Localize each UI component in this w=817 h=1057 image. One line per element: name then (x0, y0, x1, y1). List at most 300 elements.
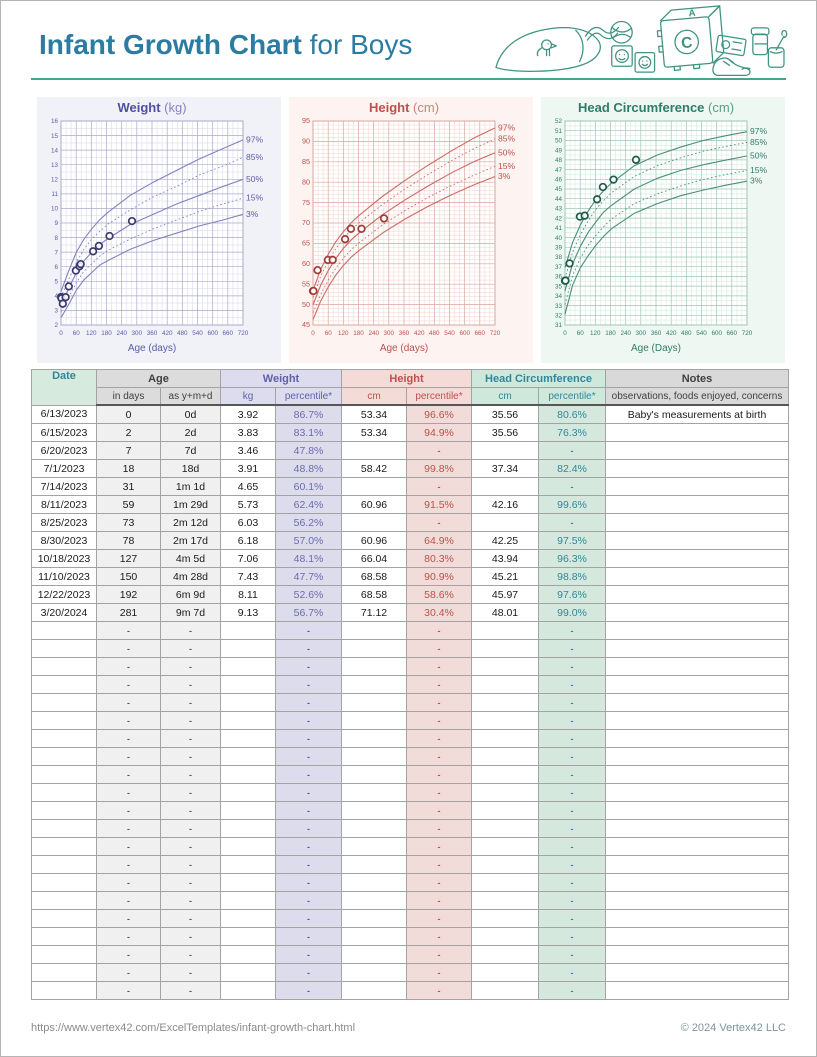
cell-date (32, 694, 97, 712)
cell-cm (342, 946, 407, 964)
cell-kg: 3.83 (221, 424, 276, 442)
cell-kg (221, 712, 276, 730)
svg-text:660: 660 (222, 330, 234, 337)
cell-note (606, 424, 789, 442)
empty-row (32, 658, 789, 676)
cell-cm: 60.96 (342, 532, 407, 550)
page-footer (31, 1000, 786, 1034)
cell-hc (472, 856, 539, 874)
svg-text:0: 0 (563, 330, 567, 337)
empty-row (32, 676, 789, 694)
svg-text:Age (days): Age (days) (127, 343, 177, 354)
cell-hc_pct: - (539, 730, 606, 748)
cell-cm_pct: - (407, 748, 472, 766)
cell-date: 7/1/2023 (32, 460, 97, 478)
page-title (39, 29, 412, 61)
cell-cm_pct: 30.4% (407, 604, 472, 622)
svg-text:80: 80 (302, 177, 310, 187)
svg-text:15%: 15% (750, 165, 768, 175)
cell-hc (472, 478, 539, 496)
cell-note (606, 658, 789, 676)
head-circumference-chart (541, 97, 785, 363)
cell-note (606, 514, 789, 532)
cell-days: - (97, 622, 161, 640)
cell-hc (472, 712, 539, 730)
cell-hc_pct: 82.4% (539, 460, 606, 478)
cell-note (606, 532, 789, 550)
measurement-row (32, 514, 789, 532)
weight-chart-svg (37, 97, 281, 363)
cell-date: 8/30/2023 (32, 532, 97, 550)
col-subheader-height-percentile: percentile* (407, 388, 472, 406)
cell-kg_pct: 86.7% (276, 405, 342, 424)
svg-text:180: 180 (353, 330, 364, 337)
cell-hc_pct: - (539, 658, 606, 676)
cell-cm_pct: - (407, 820, 472, 838)
cell-cm_pct: - (407, 766, 472, 784)
cell-days: - (97, 784, 161, 802)
page-header (1, 1, 816, 78)
svg-text:45: 45 (554, 186, 562, 194)
cell-ymd: - (161, 658, 221, 676)
svg-text:Age (days): Age (days) (379, 343, 429, 354)
cell-hc_pct: - (539, 712, 606, 730)
svg-text:Weight (kg): Weight (kg) (117, 100, 187, 115)
cell-kg (221, 766, 276, 784)
svg-text:A: A (688, 7, 696, 20)
svg-text:Head Circumference (cm): Head Circumference (cm) (577, 100, 735, 115)
cell-kg: 3.92 (221, 405, 276, 424)
svg-text:180: 180 (605, 330, 616, 337)
empty-row (32, 622, 789, 640)
col-header-head-circumference: Head Circumference (472, 370, 606, 388)
cell-kg (221, 982, 276, 1000)
cell-date (32, 874, 97, 892)
cell-kg: 8.11 (221, 586, 276, 604)
measurement-row (32, 478, 789, 496)
cell-cm_pct: - (407, 658, 472, 676)
cell-cm_pct: - (407, 712, 472, 730)
cell-kg_pct: - (276, 838, 342, 856)
cell-days: - (97, 694, 161, 712)
svg-text:39: 39 (554, 244, 562, 252)
cell-kg (221, 730, 276, 748)
svg-text:34: 34 (554, 293, 562, 301)
cell-kg (221, 856, 276, 874)
cell-hc_pct: 80.6% (539, 405, 606, 424)
cell-hc: 35.56 (472, 424, 539, 442)
cell-ymd: 18d (161, 460, 221, 478)
svg-text:97%: 97% (498, 122, 516, 133)
cell-days: 127 (97, 550, 161, 568)
svg-text:300: 300 (131, 330, 143, 337)
measurement-row (32, 496, 789, 514)
cell-hc_pct: - (539, 928, 606, 946)
cell-kg_pct: 47.8% (276, 442, 342, 460)
cell-cm_pct: - (407, 478, 472, 496)
empty-row (32, 874, 789, 892)
cell-cm_pct: 58.6% (407, 586, 472, 604)
cell-hc: 48.01 (472, 604, 539, 622)
col-header-age: Age (97, 370, 221, 388)
cell-cm_pct: - (407, 802, 472, 820)
cell-note (606, 676, 789, 694)
cell-date (32, 766, 97, 784)
cell-cm (342, 892, 407, 910)
cell-ymd: - (161, 982, 221, 1000)
cell-kg (221, 622, 276, 640)
svg-text:9: 9 (54, 220, 58, 228)
svg-text:720: 720 (489, 330, 501, 337)
cell-cm_pct: - (407, 928, 472, 946)
cell-kg (221, 874, 276, 892)
cell-cm (342, 622, 407, 640)
cell-hc (472, 640, 539, 658)
cell-days: 2 (97, 424, 161, 442)
cell-kg (221, 748, 276, 766)
measurement-row (32, 424, 789, 442)
svg-text:97%: 97% (750, 126, 768, 137)
svg-text:47: 47 (554, 166, 562, 174)
svg-text:8: 8 (54, 234, 58, 242)
cell-days: - (97, 874, 161, 892)
cell-cm_pct: - (407, 838, 472, 856)
svg-text:12: 12 (50, 176, 58, 184)
cell-ymd: 1m 29d (161, 496, 221, 514)
cell-days: - (97, 730, 161, 748)
svg-text:240: 240 (116, 330, 127, 337)
cell-hc (472, 694, 539, 712)
cell-hc (472, 442, 539, 460)
cell-hc (472, 946, 539, 964)
cell-hc (472, 730, 539, 748)
cell-hc (472, 874, 539, 892)
svg-text:480: 480 (681, 330, 692, 337)
svg-text:85: 85 (302, 157, 310, 166)
cell-hc: 42.25 (472, 532, 539, 550)
cell-ymd: 6m 9d (161, 586, 221, 604)
cell-cm: 68.58 (342, 568, 407, 586)
col-subheader-head-percentile: percentile* (539, 388, 606, 406)
cell-cm (342, 478, 407, 496)
svg-text:7: 7 (54, 249, 58, 257)
cell-cm_pct: 64.9% (407, 532, 472, 550)
cell-hc: 37.34 (472, 460, 539, 478)
svg-text:50%: 50% (750, 150, 768, 161)
cell-note (606, 802, 789, 820)
cell-cm_pct: - (407, 964, 472, 982)
cell-date: 6/20/2023 (32, 442, 97, 460)
cell-kg: 5.73 (221, 496, 276, 514)
cell-days: 18 (97, 460, 161, 478)
cell-days: 192 (97, 586, 161, 604)
cell-hc (472, 784, 539, 802)
svg-text:540: 540 (192, 330, 203, 337)
cell-kg_pct: 56.2% (276, 514, 342, 532)
cell-cm_pct: 91.5% (407, 496, 472, 514)
cell-hc: 42.16 (472, 496, 539, 514)
cell-hc_pct: - (539, 478, 606, 496)
cell-cm_pct: - (407, 442, 472, 460)
svg-text:Age (Days): Age (Days) (630, 343, 682, 354)
svg-text:95: 95 (302, 116, 310, 126)
head-circumference-chart-svg (541, 97, 785, 363)
cell-kg_pct: 83.1% (276, 424, 342, 442)
cell-kg (221, 784, 276, 802)
svg-text:52: 52 (554, 118, 562, 126)
cell-cm (342, 730, 407, 748)
cell-date (32, 820, 97, 838)
cell-hc_pct: 76.3% (539, 424, 606, 442)
svg-text:420: 420 (161, 330, 173, 337)
svg-text:65: 65 (302, 238, 310, 248)
svg-text:420: 420 (413, 330, 425, 337)
measurement-row (32, 405, 789, 424)
cell-cm (342, 820, 407, 838)
cell-kg_pct: - (276, 658, 342, 676)
cell-days: - (97, 676, 161, 694)
cell-hc_pct: - (539, 820, 606, 838)
cell-hc_pct: - (539, 748, 606, 766)
cell-kg_pct: 62.4% (276, 496, 342, 514)
cell-cm (342, 712, 407, 730)
cell-hc_pct: 97.5% (539, 532, 606, 550)
cell-days: - (97, 910, 161, 928)
svg-text:60: 60 (324, 330, 332, 337)
svg-text:540: 540 (696, 330, 707, 337)
svg-text:720: 720 (741, 330, 753, 337)
cell-kg (221, 964, 276, 982)
cell-kg_pct: - (276, 802, 342, 820)
cell-cm: 53.34 (342, 424, 407, 442)
svg-text:360: 360 (398, 330, 410, 337)
col-subheader-age-days: in days (97, 388, 161, 406)
svg-text:3%: 3% (498, 171, 511, 181)
cell-kg (221, 802, 276, 820)
empty-row (32, 856, 789, 874)
measurement-row (32, 460, 789, 478)
svg-text:50: 50 (554, 137, 562, 145)
col-subheader-weight-percentile: percentile* (276, 388, 342, 406)
cell-cm: 68.58 (342, 586, 407, 604)
cell-kg_pct: - (276, 748, 342, 766)
cell-days: - (97, 802, 161, 820)
cell-days: - (97, 748, 161, 766)
cell-note (606, 730, 789, 748)
cell-ymd: - (161, 712, 221, 730)
cell-kg: 7.06 (221, 550, 276, 568)
cell-cm_pct: - (407, 676, 472, 694)
cell-hc (472, 622, 539, 640)
svg-text:600: 600 (459, 330, 470, 337)
svg-text:15: 15 (50, 132, 58, 140)
svg-text:70: 70 (302, 218, 310, 228)
measurement-row (32, 550, 789, 568)
empty-row (32, 838, 789, 856)
svg-text:15%: 15% (498, 160, 516, 171)
svg-text:720: 720 (237, 330, 249, 337)
cell-ymd: - (161, 676, 221, 694)
cell-kg_pct: - (276, 856, 342, 874)
svg-text:43: 43 (554, 205, 562, 213)
cell-cm_pct: 96.6% (407, 405, 472, 424)
svg-text:13: 13 (50, 161, 58, 169)
cell-days: 150 (97, 568, 161, 586)
cell-hc_pct: - (539, 874, 606, 892)
cell-cm_pct: - (407, 784, 472, 802)
cell-kg (221, 820, 276, 838)
cell-date: 8/25/2023 (32, 514, 97, 532)
cell-date (32, 676, 97, 694)
svg-text:32: 32 (554, 312, 562, 320)
empty-row (32, 712, 789, 730)
cell-hc (472, 802, 539, 820)
cell-hc: 45.97 (472, 586, 539, 604)
cell-note (606, 856, 789, 874)
cell-note (606, 784, 789, 802)
cell-note (606, 982, 789, 1000)
measurement-row (32, 586, 789, 604)
cell-ymd: - (161, 910, 221, 928)
cell-ymd: - (161, 928, 221, 946)
cell-cm (342, 694, 407, 712)
cell-kg_pct: 52.6% (276, 586, 342, 604)
cell-note (606, 496, 789, 514)
cell-days: 0 (97, 405, 161, 424)
cell-hc (472, 928, 539, 946)
cell-kg_pct: 60.1% (276, 478, 342, 496)
cell-note (606, 892, 789, 910)
cell-cm (342, 910, 407, 928)
cell-cm (342, 640, 407, 658)
svg-text:180: 180 (101, 330, 112, 337)
cell-kg_pct: - (276, 982, 342, 1000)
cell-kg_pct: - (276, 928, 342, 946)
cell-days: 7 (97, 442, 161, 460)
svg-text:120: 120 (338, 330, 349, 337)
cell-ymd: - (161, 892, 221, 910)
cell-hc_pct: - (539, 856, 606, 874)
cell-note (606, 820, 789, 838)
cell-hc_pct: - (539, 946, 606, 964)
cell-date (32, 748, 97, 766)
svg-text:15%: 15% (246, 192, 264, 203)
cell-kg_pct: - (276, 964, 342, 982)
template-url-link[interactable]: https://www.vertex42.com/ExcelTemplates/infant-growth-chart.html (31, 1022, 356, 1034)
cell-note: Baby's measurements at birth (606, 405, 789, 424)
cell-note (606, 622, 789, 640)
svg-text:C: C (680, 34, 694, 53)
cell-days: - (97, 838, 161, 856)
empty-row (32, 910, 789, 928)
svg-text:300: 300 (383, 330, 395, 337)
svg-text:48: 48 (554, 157, 562, 165)
col-subheader-age-ymd: as y+m+d (161, 388, 221, 406)
cell-note (606, 640, 789, 658)
cell-hc_pct: - (539, 910, 606, 928)
cell-date: 11/10/2023 (32, 568, 97, 586)
cell-cm_pct: - (407, 694, 472, 712)
cell-date (32, 640, 97, 658)
cell-ymd: 2d (161, 424, 221, 442)
col-subheader-height-cm: cm (342, 388, 407, 406)
svg-text:3%: 3% (246, 208, 259, 219)
cell-hc_pct: - (539, 640, 606, 658)
svg-text:600: 600 (711, 330, 722, 337)
cell-hc_pct: 99.0% (539, 604, 606, 622)
cell-kg_pct: - (276, 730, 342, 748)
cell-kg_pct: - (276, 622, 342, 640)
cell-kg (221, 838, 276, 856)
cell-date (32, 910, 97, 928)
svg-text:40: 40 (554, 234, 562, 242)
svg-text:42: 42 (554, 215, 562, 223)
svg-text:420: 420 (665, 330, 677, 337)
cell-hc_pct: - (539, 676, 606, 694)
measurement-row (32, 604, 789, 622)
cell-note (606, 694, 789, 712)
col-subheader-weight-kg: kg (221, 388, 276, 406)
svg-text:3%: 3% (750, 175, 763, 186)
cell-cm_pct: - (407, 946, 472, 964)
cell-hc_pct: - (539, 622, 606, 640)
cell-cm_pct: 80.3% (407, 550, 472, 568)
cell-cm: 53.34 (342, 405, 407, 424)
table-header (32, 370, 789, 406)
cell-kg_pct: - (276, 640, 342, 658)
cell-cm (342, 874, 407, 892)
cell-ymd: 4m 5d (161, 550, 221, 568)
svg-text:480: 480 (429, 330, 440, 337)
col-subheader-notes-description: observations, foods enjoyed, concerns (606, 388, 789, 406)
cell-kg_pct: 47.7% (276, 568, 342, 586)
empty-row (32, 946, 789, 964)
cell-ymd: - (161, 694, 221, 712)
cell-cm (342, 964, 407, 982)
cell-cm (342, 838, 407, 856)
cell-hc (472, 658, 539, 676)
svg-text:38: 38 (554, 254, 562, 262)
cell-days: - (97, 640, 161, 658)
cell-kg: 9.13 (221, 604, 276, 622)
cell-date (32, 964, 97, 982)
cell-cm (342, 442, 407, 460)
cell-hc_pct: 97.6% (539, 586, 606, 604)
cell-note (606, 964, 789, 982)
cell-note (606, 460, 789, 478)
cell-kg: 6.18 (221, 532, 276, 550)
col-header-height: Height (342, 370, 472, 388)
cell-hc_pct: - (539, 514, 606, 532)
cell-ymd: - (161, 874, 221, 892)
cell-cm (342, 856, 407, 874)
cell-cm_pct: - (407, 514, 472, 532)
measurements-table (31, 369, 789, 1000)
cell-hc_pct: - (539, 784, 606, 802)
cell-hc (472, 982, 539, 1000)
cell-ymd: - (161, 622, 221, 640)
cell-ymd: - (161, 838, 221, 856)
cell-hc_pct: - (539, 442, 606, 460)
cell-ymd: - (161, 784, 221, 802)
svg-text:360: 360 (146, 330, 158, 337)
empty-row (32, 820, 789, 838)
cell-ymd: 9m 7d (161, 604, 221, 622)
cell-hc (472, 748, 539, 766)
cell-days: - (97, 946, 161, 964)
svg-text:0: 0 (311, 330, 315, 337)
cell-kg (221, 658, 276, 676)
